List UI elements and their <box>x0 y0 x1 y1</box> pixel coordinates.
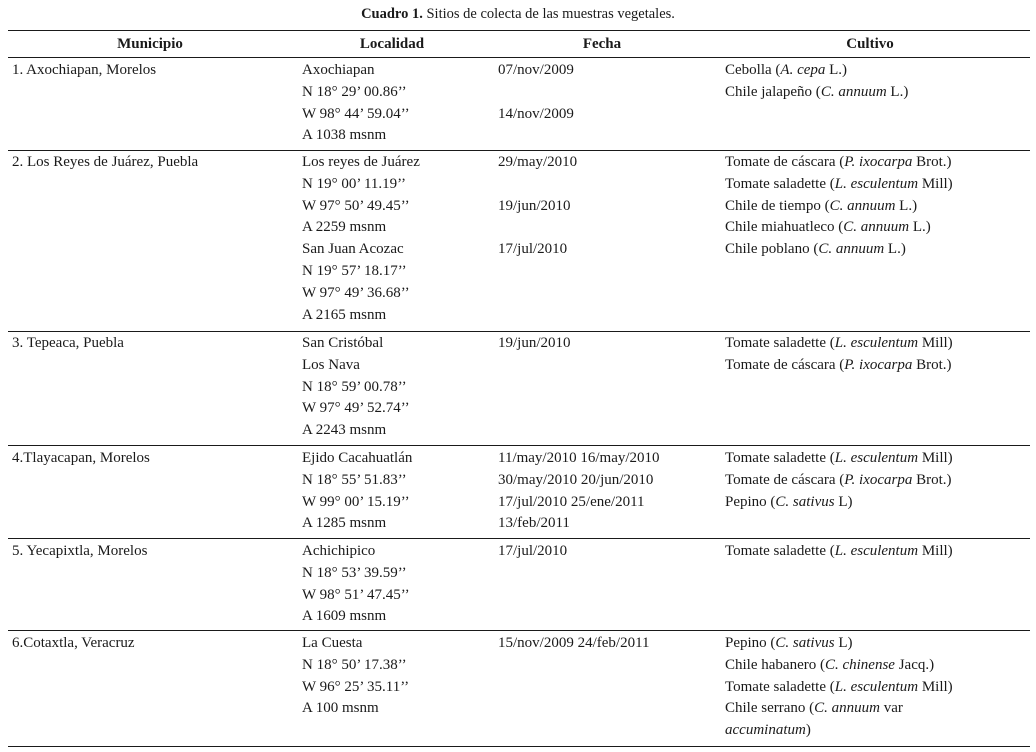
cell-municipio <box>12 633 135 655</box>
localidad-line: W 98° 44’ 59.04’’ <box>302 105 410 122</box>
cell-municipio <box>12 541 147 563</box>
fecha-line: 17/jul/2010 <box>498 241 568 258</box>
municipio-text: 5. Yecapixtla, Morelos <box>12 543 148 559</box>
localidad-line: A 1609 msnm <box>302 608 387 625</box>
municipio-text: 3. Tepeaca, Puebla <box>12 335 124 351</box>
cell-fecha <box>498 152 577 261</box>
localidad-line: N 19° 57’ 18.17’’ <box>302 262 407 279</box>
municipio-text: 1. Axochiapan, Morelos <box>12 62 157 78</box>
localidad-line: W 96° 25’ 35.11’’ <box>302 678 410 695</box>
fecha-line: 13/feb/2011 <box>498 515 570 532</box>
cell-cultivo <box>725 448 953 513</box>
cultivo-line: Chile jalapeño (C. annuum L.) <box>725 83 909 100</box>
fecha-line: 11/may/2010 16/may/2010 <box>498 450 660 466</box>
cultivo-line: Tomate de cáscara (P. ixocarpa Brot.) <box>725 471 952 488</box>
cultivo-line: Pepino (C. sativus L) <box>725 635 853 651</box>
header-fecha: Fecha <box>582 36 622 52</box>
fecha-line: 15/nov/2009 24/feb/2011 <box>498 635 650 651</box>
localidad-line: A 2243 msnm <box>302 422 387 439</box>
cultivo-line: Tomate saladette (L. esculentum Mill) <box>725 450 953 466</box>
fecha-line: 29/may/2010 <box>498 154 578 170</box>
localidad-line: W 99° 00’ 15.19’’ <box>302 493 410 510</box>
localidad-line: N 19° 00’ 11.19’’ <box>302 175 407 192</box>
caption-label: Cuadro 1. <box>361 6 423 22</box>
cultivo-line: Tomate saladette (L. esculentum Mill) <box>725 335 953 351</box>
cell-fecha <box>498 541 567 563</box>
cultivo-line: Chile habanero (C. chinense Jacq.) <box>725 656 935 673</box>
fecha-spacer <box>498 82 574 104</box>
localidad-line: A 1285 msnm <box>302 515 387 532</box>
bottom-rule <box>8 746 1030 747</box>
cell-fecha <box>498 333 571 355</box>
municipio-text: 4.Tlayacapan, Morelos <box>12 450 150 466</box>
localidad-line: N 18° 55’ 51.83’’ <box>302 471 407 488</box>
cultivo-line: Tomate de cáscara (P. ixocarpa Brot.) <box>725 154 952 170</box>
cultivo-line: Tomate saladette (L. esculentum Mill) <box>725 543 953 559</box>
cell-municipio <box>12 60 156 82</box>
cell-localidad <box>302 152 420 326</box>
localidad-line: W 97° 49’ 52.74’’ <box>302 400 410 417</box>
cell-cultivo <box>725 152 953 261</box>
cultivo-line: Cebolla (A. cepa L.) <box>725 62 848 78</box>
fecha-line: 30/may/2010 20/jun/2010 <box>498 471 654 488</box>
cell-localidad <box>302 633 409 720</box>
cell-fecha <box>498 448 660 535</box>
cultivo-line: Chile miahuatleco (C. annuum L.) <box>725 219 931 236</box>
fecha-spacer <box>498 217 577 239</box>
cell-municipio <box>12 448 150 470</box>
fecha-line: 07/nov/2009 <box>498 62 574 78</box>
caption-text: Sitios de colecta de las muestras vegetales. <box>422 6 675 22</box>
localidad-line: N 18° 50’ 17.38’’ <box>302 656 407 673</box>
localidad-line: N 18° 29’ 00.86’’ <box>302 83 407 100</box>
cell-fecha <box>498 60 574 125</box>
localidad-line: San Cristóbal <box>302 335 384 351</box>
localidad-line: Achichipico <box>302 543 376 559</box>
cultivo-line: Chile poblano (C. annuum L.) <box>725 241 906 258</box>
cell-municipio <box>12 152 198 174</box>
municipio-text: 6.Cotaxtla, Veracruz <box>12 635 135 651</box>
municipio-text: 2. Los Reyes de Juárez, Puebla <box>12 154 199 170</box>
localidad-line: Axochiapan <box>302 62 375 78</box>
fecha-line: 17/jul/2010 25/ene/2011 <box>498 493 645 510</box>
localidad-line: La Cuesta <box>302 635 363 651</box>
cultivo-line: Tomate de cáscara (P. ixocarpa Brot.) <box>725 356 952 373</box>
fecha-line: 14/nov/2009 <box>498 105 574 122</box>
cultivo-line: Chile serrano (C. annuum var <box>725 700 903 717</box>
cultivo-line: Pepino (C. sativus L) <box>725 493 853 510</box>
row-separator <box>8 538 1030 539</box>
cell-fecha <box>498 633 650 655</box>
header-municipio: Municipio <box>117 36 183 52</box>
cell-cultivo <box>725 633 953 742</box>
cell-localidad <box>302 541 410 628</box>
localidad-line: W 97° 49’ 36.68’’ <box>302 284 410 301</box>
fecha-line: 19/jun/2010 <box>498 197 571 214</box>
cell-cultivo <box>725 60 908 104</box>
cell-localidad <box>302 448 412 535</box>
localidad-line: A 2165 msnm <box>302 306 387 323</box>
fecha-spacer <box>498 174 577 196</box>
cell-municipio <box>12 333 124 355</box>
localidad-line: Los Nava <box>302 356 360 373</box>
row-separator <box>8 150 1030 151</box>
cell-cultivo <box>725 333 953 377</box>
cultivo-line: Tomate saladette (L. esculentum Mill) <box>725 175 953 192</box>
localidad-line: A 2259 msnm <box>302 219 387 236</box>
row-separator <box>8 331 1030 332</box>
localidad-line: W 97° 50’ 49.45’’ <box>302 197 410 214</box>
localidad-line: Ejido Cacahuatlán <box>302 450 413 466</box>
fecha-line: 17/jul/2010 <box>498 543 568 559</box>
top-rule <box>8 30 1030 31</box>
row-separator <box>8 630 1030 631</box>
cultivo-line: Tomate saladette (L. esculentum Mill) <box>725 678 953 695</box>
localidad-line: A 100 msnm <box>302 700 379 717</box>
header-localidad: Localidad <box>359 36 425 52</box>
cultivo-line: Chile de tiempo (C. annuum L.) <box>725 197 918 214</box>
cell-localidad <box>302 60 410 147</box>
localidad-line: A 1038 msnm <box>302 127 387 144</box>
localidad-line: W 98° 51’ 47.45’’ <box>302 586 410 603</box>
localidad-line: N 18° 53’ 39.59’’ <box>302 564 407 581</box>
localidad-line: San Juan Acozac <box>302 241 404 258</box>
table-caption <box>0 4 1036 24</box>
cultivo-line: accuminatum) <box>725 722 811 739</box>
cell-localidad <box>302 333 410 442</box>
fecha-line: 19/jun/2010 <box>498 335 571 351</box>
localidad-line: N 18° 59’ 00.78’’ <box>302 378 407 395</box>
header-rule <box>8 57 1030 58</box>
header-cultivo: Cultivo <box>846 36 894 52</box>
cell-cultivo <box>725 541 953 563</box>
localidad-line: Los reyes de Juárez <box>302 154 420 170</box>
row-separator <box>8 445 1030 446</box>
